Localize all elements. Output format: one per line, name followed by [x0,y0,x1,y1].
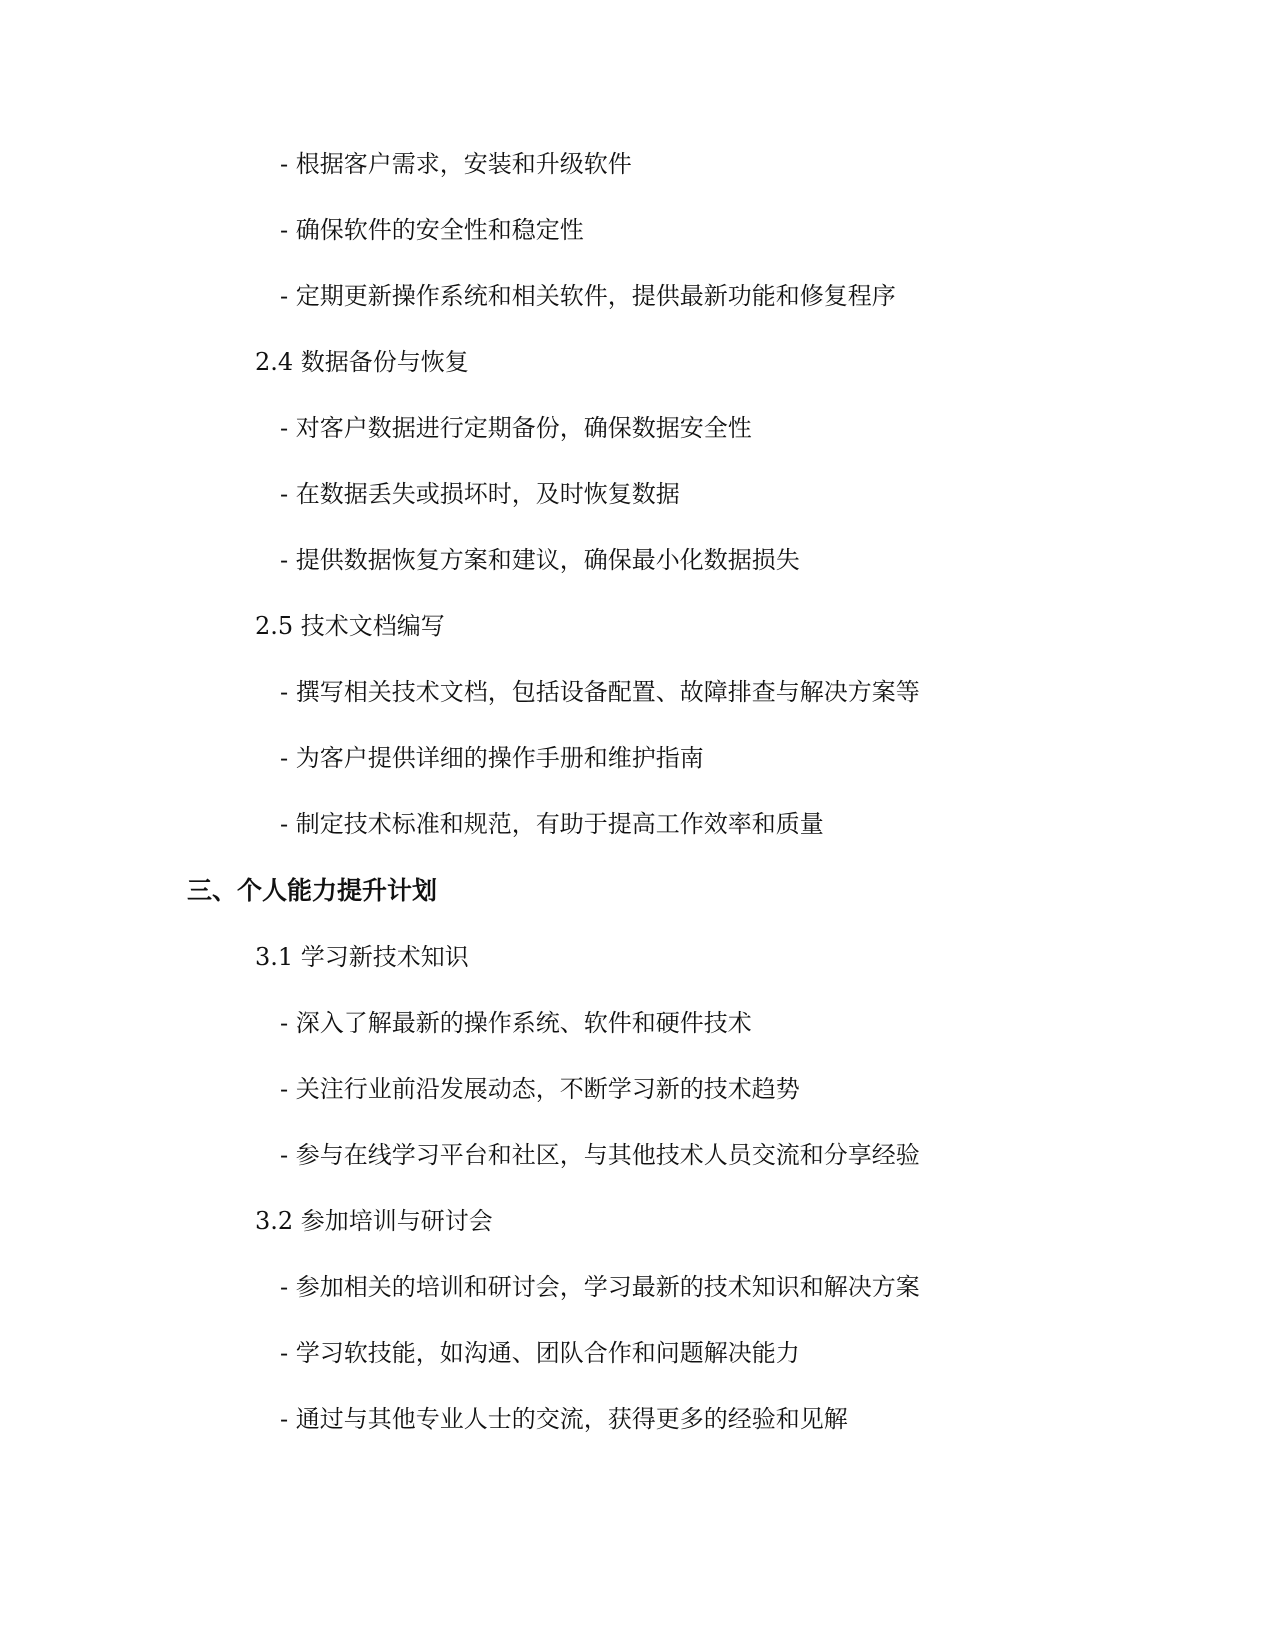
section-heading: 三、个人能力提升计划 [187,876,438,905]
bullet-item: - 参加相关的培训和研讨会，学习最新的技术知识和解决方案 [280,1273,920,1301]
bullet-item: - 确保软件的安全性和稳定性 [280,216,584,244]
subsection-heading: 2.5 技术文档编写 [255,612,445,640]
subsection-heading: 2.4 数据备份与恢复 [255,348,469,376]
bullet-item: - 关注行业前沿发展动态，不断学习新的技术趋势 [280,1075,800,1103]
bullet-item: - 根据客户需求，安装和升级软件 [280,150,632,178]
bullet-item: - 为客户提供详细的操作手册和维护指南 [280,744,704,772]
bullet-item: - 对客户数据进行定期备份，确保数据安全性 [280,414,752,442]
bullet-item: - 在数据丢失或损坏时，及时恢复数据 [280,480,680,508]
bullet-item: - 制定技术标准和规范，有助于提高工作效率和质量 [280,810,824,838]
bullet-item: - 通过与其他专业人士的交流，获得更多的经验和见解 [280,1405,848,1433]
subsection-heading: 3.2 参加培训与研讨会 [255,1207,493,1235]
subsection-heading: 3.1 学习新技术知识 [255,943,469,971]
bullet-item: - 深入了解最新的操作系统、软件和硬件技术 [280,1009,752,1037]
bullet-item: - 学习软技能，如沟通、团队合作和问题解决能力 [280,1339,800,1367]
bullet-item: - 定期更新操作系统和相关软件，提供最新功能和修复程序 [280,282,896,310]
bullet-item: - 参与在线学习平台和社区，与其他技术人员交流和分享经验 [280,1141,920,1169]
bullet-item: - 提供数据恢复方案和建议，确保最小化数据损失 [280,546,800,574]
bullet-item: - 撰写相关技术文档，包括设备配置、故障排查与解决方案等 [280,678,920,706]
